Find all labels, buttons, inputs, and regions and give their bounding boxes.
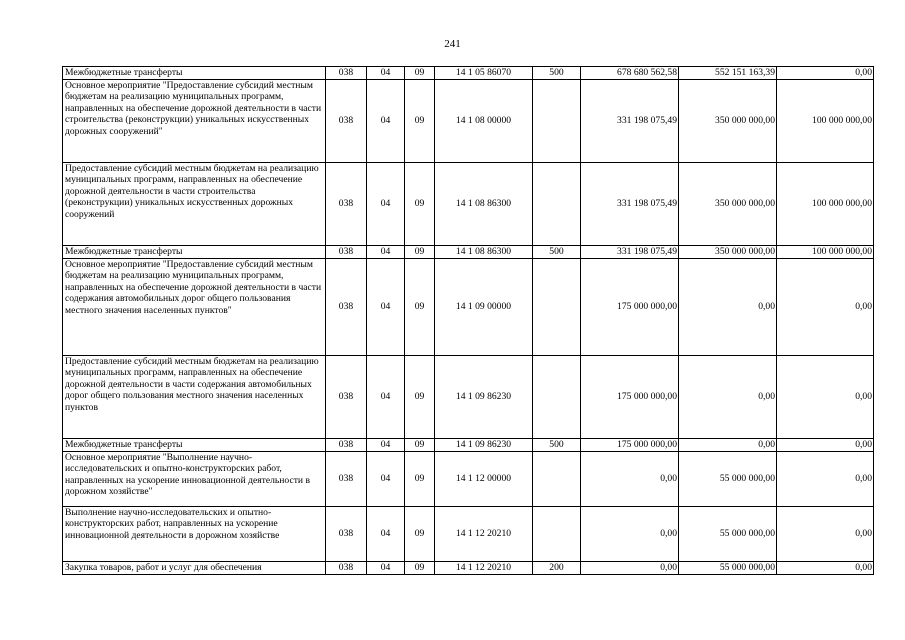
expense-type — [533, 452, 581, 507]
amount-year-1: 0,00 — [581, 562, 679, 575]
amount-year-2: 350 000 000,00 — [679, 163, 777, 246]
amount-year-3: 0,00 — [777, 452, 874, 507]
target-article: 14 1 09 86230 — [435, 356, 533, 439]
section-code: 04 — [367, 439, 405, 452]
amount-year-2: 552 151 163,39 — [679, 67, 777, 80]
ministry-code: 038 — [326, 452, 367, 507]
expense-type — [533, 163, 581, 246]
target-article: 14 1 08 86300 — [435, 246, 533, 259]
ministry-code: 038 — [326, 439, 367, 452]
table-row — [63, 439, 874, 452]
table-body — [63, 67, 874, 575]
ministry-code: 038 — [326, 507, 367, 562]
subsection-code: 09 — [405, 439, 435, 452]
amount-year-3: 100 000 000,00 — [777, 80, 874, 163]
ministry-code: 038 — [326, 246, 367, 259]
subsection-code: 09 — [405, 259, 435, 356]
subsection-code: 09 — [405, 507, 435, 562]
table-row — [63, 356, 874, 439]
subsection-code: 09 — [405, 356, 435, 439]
row-name: Предоставление субсидий местным бюджетам на реализацию муниципальных программ, направленных на обеспечение дорожной деятельности в части строительства (реконструкции) уникальных искусственных дорожных сооружений — [63, 163, 326, 246]
expense-type — [533, 507, 581, 562]
amount-year-3: 0,00 — [777, 507, 874, 562]
expense-type — [533, 259, 581, 356]
row-name: Закупка товаров, работ и услуг для обеспечения — [63, 562, 326, 575]
table-row — [63, 80, 874, 163]
row-name: Предоставление субсидий местным бюджетам на реализацию муниципальных программ, направленных на обеспечение дорожной деятельности в части содержания автомобильных дорог общего пользования местного значения населенных пунктов — [63, 356, 326, 439]
row-name: Основное мероприятие "Предоставление субсидий местным бюджетам на реализацию муниципальных программ, направленных на обеспечение дорожной деятельности в части строительства (реконструкции) уникальных искусственных дорожных сооружений" — [63, 80, 326, 163]
section-code: 04 — [367, 67, 405, 80]
row-name: Межбюджетные трансферты — [63, 67, 326, 80]
amount-year-2: 55 000 000,00 — [679, 562, 777, 575]
row-name: Основное мероприятие "Предоставление субсидий местным бюджетам на реализацию муниципальных программ, направленных на обеспечение дорожной деятельности в части содержания автомобильных дорог общего пользования местного значения населенных пунктов" — [63, 259, 326, 356]
amount-year-3: 0,00 — [777, 67, 874, 80]
expense-type: 500 — [533, 67, 581, 80]
expense-type: 200 — [533, 562, 581, 575]
page-number: 241 — [444, 38, 461, 50]
expense-type — [533, 80, 581, 163]
subsection-code: 09 — [405, 67, 435, 80]
amount-year-3: 0,00 — [777, 356, 874, 439]
target-article: 14 1 12 20210 — [435, 562, 533, 575]
amount-year-1: 0,00 — [581, 507, 679, 562]
ministry-code: 038 — [326, 562, 367, 575]
target-article: 14 1 05 86070 — [435, 67, 533, 80]
amount-year-1: 331 198 075,49 — [581, 163, 679, 246]
section-code: 04 — [367, 507, 405, 562]
ministry-code: 038 — [326, 67, 367, 80]
amount-year-2: 350 000 000,00 — [679, 246, 777, 259]
amount-year-1: 175 000 000,00 — [581, 259, 679, 356]
subsection-code: 09 — [405, 80, 435, 163]
table-row — [63, 163, 874, 246]
table-row — [63, 507, 874, 562]
ministry-code: 038 — [326, 80, 367, 163]
target-article: 14 1 08 86300 — [435, 163, 533, 246]
row-name: Основное мероприятие "Выполнение научно-исследовательских и опытно-конструкторских работ, направленных на ускорение инновационной деятельности в дорожном хозяйстве" — [63, 452, 326, 507]
amount-year-1: 331 198 075,49 — [581, 246, 679, 259]
target-article: 14 1 09 86230 — [435, 439, 533, 452]
amount-year-2: 55 000 000,00 — [679, 452, 777, 507]
row-name: Выполнение научно-исследовательских и опытно-конструкторских работ, направленных на ускорение инновационной деятельности в дорожном хозяйстве — [63, 507, 326, 562]
expense-type — [533, 356, 581, 439]
table-row — [63, 259, 874, 356]
section-code: 04 — [367, 259, 405, 356]
section-code: 04 — [367, 356, 405, 439]
amount-year-2: 350 000 000,00 — [679, 80, 777, 163]
subsection-code: 09 — [405, 562, 435, 575]
table-row — [63, 562, 874, 575]
amount-year-2: 55 000 000,00 — [679, 507, 777, 562]
amount-year-1: 0,00 — [581, 452, 679, 507]
table-row — [63, 67, 874, 80]
amount-year-1: 175 000 000,00 — [581, 356, 679, 439]
section-code: 04 — [367, 562, 405, 575]
ministry-code: 038 — [326, 163, 367, 246]
amount-year-3: 0,00 — [777, 259, 874, 356]
amount-year-1: 678 680 562,58 — [581, 67, 679, 80]
amount-year-2: 0,00 — [679, 439, 777, 452]
amount-year-3: 0,00 — [777, 562, 874, 575]
section-code: 04 — [367, 163, 405, 246]
table-row — [63, 246, 874, 259]
ministry-code: 038 — [326, 259, 367, 356]
section-code: 04 — [367, 80, 405, 163]
section-code: 04 — [367, 246, 405, 259]
amount-year-1: 331 198 075,49 — [581, 80, 679, 163]
target-article: 14 1 12 00000 — [435, 452, 533, 507]
row-name: Межбюджетные трансферты — [63, 439, 326, 452]
amount-year-2: 0,00 — [679, 356, 777, 439]
target-article: 14 1 12 20210 — [435, 507, 533, 562]
amount-year-3: 0,00 — [777, 439, 874, 452]
section-code: 04 — [367, 452, 405, 507]
amount-year-2: 0,00 — [679, 259, 777, 356]
subsection-code: 09 — [405, 163, 435, 246]
ministry-code: 038 — [326, 356, 367, 439]
table-row — [63, 452, 874, 507]
target-article: 14 1 09 00000 — [435, 259, 533, 356]
subsection-code: 09 — [405, 246, 435, 259]
amount-year-3: 100 000 000,00 — [777, 246, 874, 259]
target-article: 14 1 08 00000 — [435, 80, 533, 163]
subsection-code: 09 — [405, 452, 435, 507]
budget-table — [62, 66, 874, 575]
amount-year-3: 100 000 000,00 — [777, 163, 874, 246]
row-name: Межбюджетные трансферты — [63, 246, 326, 259]
amount-year-1: 175 000 000,00 — [581, 439, 679, 452]
expense-type: 500 — [533, 439, 581, 452]
expense-type: 500 — [533, 246, 581, 259]
